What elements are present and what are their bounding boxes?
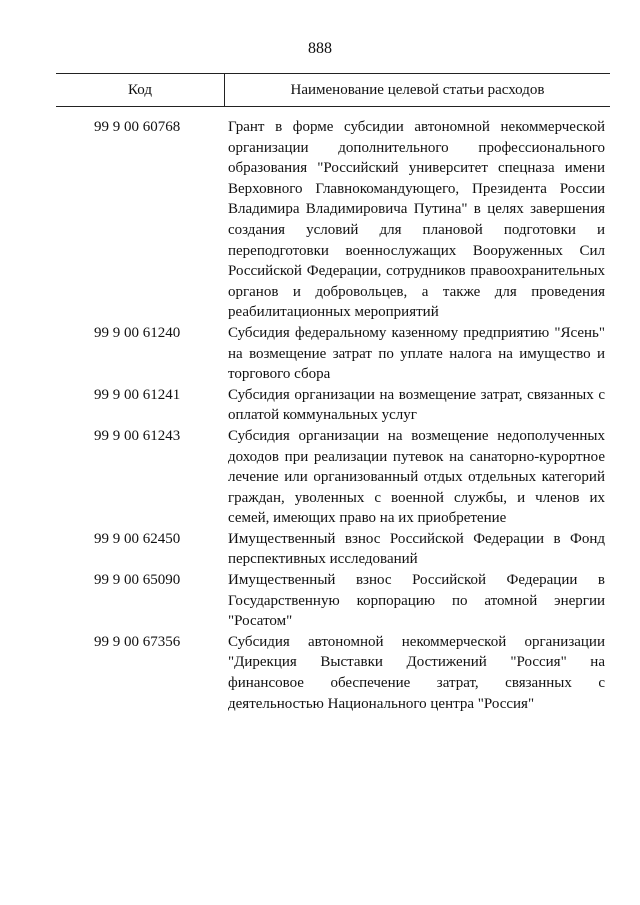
- row-name: Субсидия организации на возмещение затрат, связанных с оплатой коммунальных услуг: [228, 386, 605, 424]
- table-body: [56, 117, 610, 714]
- table-row: [56, 117, 610, 323]
- row-name: Имущественный взнос Российской Федерации в Государственную корпорацию по атомной энергии "Росатом": [228, 572, 605, 630]
- table-row: [56, 323, 610, 385]
- table-row: [56, 632, 610, 714]
- table-row: [56, 426, 610, 529]
- row-code: 99 9 00 61243: [94, 427, 181, 444]
- row-name: Субсидия организации на возмещение недополученных доходов при реализации путевок на санаторно-курортное лечение или организованный отдых отдельных категорий граждан, уволенных с военной службы, и членов их семей, имеющих право на их приобретение: [228, 427, 605, 527]
- table-row: [56, 570, 610, 632]
- row-code: 99 9 00 60768: [94, 119, 181, 135]
- table-header: [56, 73, 610, 107]
- row-name: Имущественный взнос Российской Федерации в Фонд перспективных исследований: [228, 530, 605, 568]
- row-name: Субсидия федеральному казенному предприятию "Ясень" на возмещение затрат по уплате налога на имущество и торгового сбора: [228, 324, 605, 383]
- row-name: Субсидия автономной некоммерческой организации "Дирекция Выставки Достижений "Россия" на финансовое обеспечение затрат, связанных с деятельностью Национального центра "Россия": [228, 633, 605, 712]
- row-name: Грант в форме субсидии автономной некоммерческой организации дополнительного профессионального образования "Российский университет спецназа имени Верховного Главнокомандующего, Президента России Владимира Владимировича Путина" в целях завершения создания условий для плановой подготовки и переподготовки военнослужащих Вооруженных Сил Российской Федерации, сотрудников правоохранительных органов и добровольцев, а также для проведения реабилитационных мероприятий: [228, 119, 605, 321]
- row-code: 99 9 00 61240: [94, 324, 181, 341]
- row-code: 99 9 00 62450: [94, 530, 181, 547]
- header-name: Наименование целевой статьи расходов: [290, 81, 545, 98]
- row-code: 99 9 00 67356: [94, 633, 181, 650]
- table-row: [56, 385, 610, 426]
- header-code: Код: [56, 74, 225, 106]
- row-code: 99 9 00 65090: [94, 572, 181, 589]
- page-number: 888: [308, 40, 332, 57]
- row-code: 99 9 00 61241: [94, 386, 181, 403]
- table-row: [56, 529, 610, 570]
